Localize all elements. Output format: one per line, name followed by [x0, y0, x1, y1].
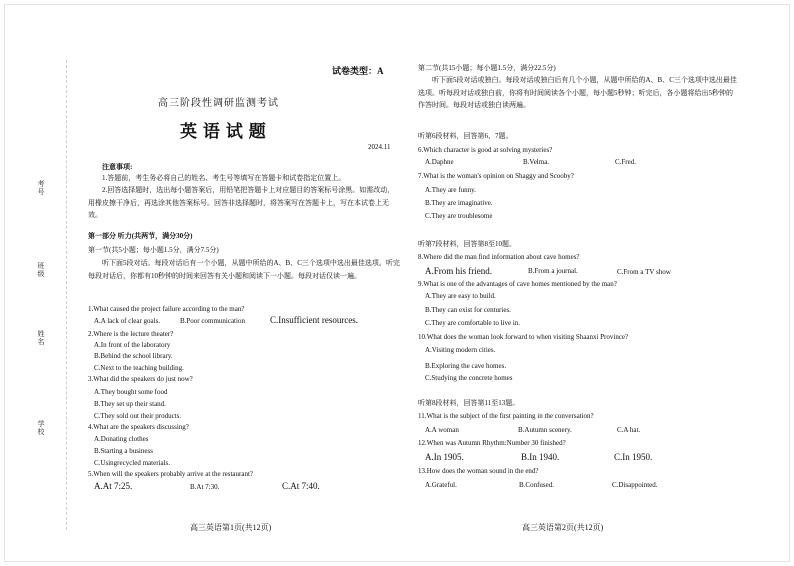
q2-option-a: A.In front of the laboratory: [94, 341, 171, 349]
q11-option-a: A.A woman: [425, 426, 459, 434]
notice-title: 注意事项:: [102, 163, 133, 171]
q1-option-a: A.A lack of clear goals.: [94, 317, 161, 325]
q12-option-b: B.In 1940.: [521, 452, 560, 462]
margin-label-class: 班级: [37, 262, 45, 278]
margin-label-school: 学校: [37, 420, 45, 436]
q5-option-c: C.At 7:40.: [282, 481, 320, 491]
q3-stem: 3.What did the speakers do just now?: [88, 375, 193, 383]
intro-dialogue-8: 听第8段材料，回答第11至13题。: [418, 399, 520, 407]
q1-option-b: B.Poor communication: [180, 317, 245, 325]
q3-option-c: C.They sold out their products.: [94, 412, 182, 420]
q9-option-a: A.They are easy to build.: [425, 292, 496, 300]
q10-option-a: A.Visiting modern cities.: [425, 346, 496, 354]
q6-option-a: A.Daphne: [425, 158, 454, 166]
page-title: 英 语 试 题: [180, 122, 266, 142]
q7-option-a: A.They are funny.: [425, 186, 476, 194]
paper-type: 试卷类型：A: [332, 66, 384, 76]
q9-option-b: B.They can exist for centuries.: [425, 306, 511, 314]
intro-dialogue-7: 听第7段材料，回答第8至10题。: [418, 240, 516, 248]
q7-stem: 7.What is the woman's opinion on Shaggy and Scooby?: [418, 172, 574, 180]
footer-left: 高三英语第1页(共12页): [190, 523, 272, 532]
q13-option-a: A.Grateful.: [425, 481, 457, 489]
q9-stem: 9.What is one of the advantages of cave homes mentioned by the man?: [418, 280, 617, 288]
footer-right: 高三英语第2页(共12页): [522, 523, 604, 532]
notice-item-2: 2.回答选择题时，选出每小题答案后，用铅笔把答题卡上对应题目的答案标号涂黑。如需改动，用橡皮擦干净后，再选涂其他答案标号。回答非选择题时，将答案写在答题卡上，写在本试卷上无效。: [88, 186, 395, 219]
q8-option-b: B.From a journal.: [528, 267, 578, 275]
section2-title: 第二节(共15小题；每小题1.5分，满分22.5分): [418, 64, 556, 72]
q10-option-c: C.Studying the concrete homes: [425, 374, 513, 382]
q3-option-a: A.They bought some food: [94, 388, 168, 396]
q2-option-c: C.Next to the teaching building.: [94, 364, 184, 372]
q3-option-b: B.They set up their stand.: [94, 400, 166, 408]
q2-option-b: B.Behind the school library.: [94, 352, 173, 360]
notice-item-1: 1.答题前，考生务必将自己的姓名、考生号等填写在答题卡和试卷指定位置上。: [102, 174, 346, 182]
q8-option-a: A.From his friend.: [425, 266, 492, 276]
q9-option-c: C.They are comfortable to live in.: [425, 319, 521, 327]
q8-stem: 8.Where did the man find information about cave homes?: [418, 253, 580, 261]
binding-line: [66, 60, 67, 530]
q4-option-a: A.Donating clothes: [94, 435, 149, 443]
q12-stem: 12.When was Autumn Rhythm:Number 30 finished?: [418, 439, 566, 447]
section2-instructions: 听下面5段对话或独白。每段对话或独白后有几个小题，从题中所给的A、B、C三个选项中选出最佳选项。听每段对话或独白前，你将有时间阅读各个小题，每小题5秒钟；听完后，各小题将给出5秒钟的作答时间。每段对话或独白读两遍。: [418, 76, 737, 109]
q5-stem: 5.When will the speakers probably arrive at the restaurant?: [88, 470, 254, 478]
q11-option-b: B.Autumn scenery.: [518, 426, 572, 434]
q12-option-c: C.In 1950.: [614, 452, 653, 462]
q6-stem: 6.Which character is good at solving mysteries?: [418, 146, 553, 154]
q5-option-a: A.At 7:25.: [94, 481, 133, 491]
margin-label-exam-no: 考号: [37, 180, 45, 196]
q6-option-b: B.Velma.: [523, 158, 550, 166]
q13-stem: 13.How does the woman sound in the end?: [418, 467, 539, 475]
q11-option-c: C.A hat.: [617, 426, 641, 434]
q5-option-b: B.At 7:30.: [190, 483, 220, 491]
q10-option-b: B.Exploring the cave homes.: [425, 362, 507, 370]
section1-title: 第一节(共5小题；每小题1.5分，满分7.5分): [88, 246, 219, 254]
intro-dialogue-6: 听第6段材料，回答第6、7题。: [418, 132, 513, 140]
q8-option-c: C.From a TV show: [617, 268, 671, 276]
q7-option-c: C.They are troublesome: [425, 212, 493, 220]
q4-stem: 4.What are the speakers discussing?: [88, 423, 189, 431]
exam-name: 高三阶段性调研监测考试: [158, 98, 279, 109]
exam-date: 2024.11: [368, 143, 391, 151]
q6-option-c: C.Fred.: [615, 158, 636, 166]
q12-option-a: A.In 1905.: [425, 452, 464, 462]
q1-stem: 1.What caused the project failure according to the man?: [88, 305, 245, 313]
q1-option-c: C.Insufficient resources.: [270, 315, 359, 325]
q4-option-b: B.Starting a business: [94, 447, 153, 455]
q7-option-b: B.They are imaginative.: [425, 199, 493, 207]
q11-stem: 11.What is the subject of the first painting in the conversation?: [418, 412, 594, 420]
margin-label-name: 姓名: [37, 330, 45, 346]
q13-option-b: B.Confused.: [519, 481, 554, 489]
q4-option-c: C.Usingrecycled materials.: [94, 459, 171, 467]
section1-instructions: 听下面5段对话。每段对话后有一个小题，从题中所给的A、B、C三个选项中选出最佳选项。听完每段对话后，你都有10秒钟的时间来回答有关小题和阅读下一小题。每段对话仅读一遍。: [88, 259, 400, 280]
q2-stem: 2.Where is the lecture theater?: [88, 330, 174, 338]
q13-option-c: C.Disappointed.: [612, 481, 658, 489]
part1-title: 第一部分 听力(共两节，满分30分): [88, 232, 193, 240]
q10-stem: 10.What does the woman look forward to when visiting Shaanxi Province?: [418, 333, 629, 341]
